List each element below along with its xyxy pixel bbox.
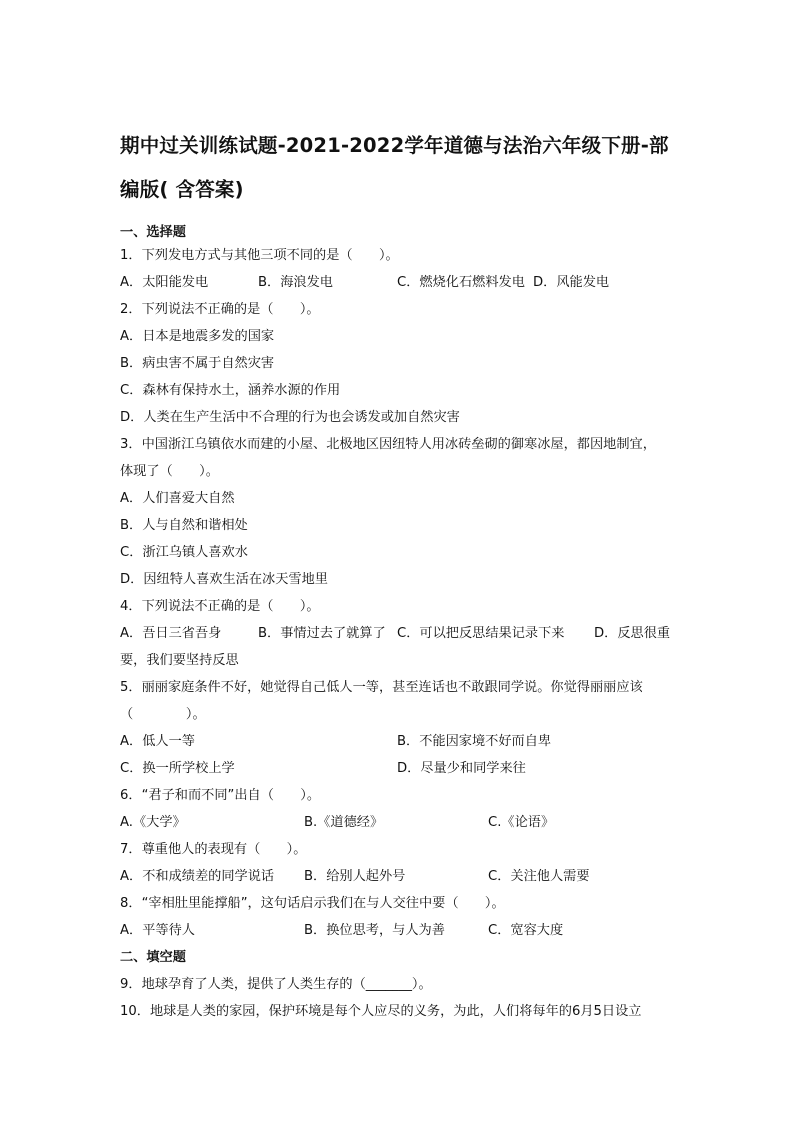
document-title: 期中过关训练试题-2021-2022学年道德与法治六年级下册-部编版( 含答案) [120, 134, 669, 201]
q1-option-a: A．太阳能发电 [120, 275, 209, 290]
q3-option-b: B．人与自然和谐相处 [120, 518, 248, 533]
q5-option-d: D．尽量少和同学来往 [397, 761, 526, 776]
q3-option-c: C．浙江乌镇人喜欢水 [120, 545, 248, 560]
q2-option-d: D．人类在生产生活中不合理的行为也会诱发或加自然灾害 [120, 410, 460, 425]
question-10-stem: 10．地球是人类的家园，保护环境是每个人应尽的义务，为此，人们将每年的6月5日设立 [120, 1004, 642, 1019]
question-5-stem: 5．丽丽家庭条件不好，她觉得自己低人一等，甚至连话也不敢跟同学说。你觉得丽丽应该 [120, 680, 643, 695]
question-2-stem: 2．下列说法不正确的是（ ）。 [120, 302, 320, 317]
question-4-stem: 4．下列说法不正确的是（ ）。 [120, 599, 320, 614]
question-3-stem-cont: 体现了（ ）。 [120, 464, 219, 479]
q4-option-d-cont: 要，我们要坚持反思 [120, 653, 239, 668]
question-6-stem: 6．“君子和而不同”出自（ ）。 [120, 788, 321, 803]
question-1-stem: 1．下列发电方式与其他三项不同的是（ ）。 [120, 248, 399, 263]
q7-option-c: C．关注他人需要 [488, 869, 590, 884]
q7-option-a: A．不和成绩差的同学说话 [120, 869, 275, 884]
question-8-stem: 8．“宰相肚里能撑船”，这句话启示我们在与人交往中要（ ）。 [120, 896, 505, 911]
q3-option-d: D．因纽特人喜欢生活在冰天雪地里 [120, 572, 328, 587]
q2-option-b: B．病虫害不属于自然灾害 [120, 356, 275, 371]
q6-option-b: B.《道德经》 [304, 815, 384, 830]
q4-option-c: C．可以把反思结果记录下来 [397, 626, 565, 641]
q4-option-a: A．吾日三省吾身 [120, 626, 222, 641]
q3-option-a: A．人们喜爱大自然 [120, 491, 235, 506]
question-7-stem: 7．尊重他人的表现有（ ）。 [120, 842, 307, 857]
q6-option-a: A.《大学》 [120, 815, 186, 830]
q1-option-d: D．风能发电 [533, 275, 610, 290]
question-9-stem: 9．地球孕育了人类，提供了人类生存的（_______）。 [120, 977, 432, 992]
q2-option-a: A．日本是地震多发的国家 [120, 329, 275, 344]
q1-option-b: B．海浪发电 [258, 275, 333, 290]
q5-option-c: C．换一所学校上学 [120, 761, 235, 776]
q6-option-c: C.《论语》 [488, 815, 555, 830]
q7-option-b: B．给别人起外号 [304, 869, 406, 884]
q5-option-b: B．不能因家境不好而自卑 [397, 734, 552, 749]
section-heading-fill-blank: 二、填空题 [120, 950, 186, 965]
q2-option-c: C．森林有保持水土，涵养水源的作用 [120, 383, 341, 398]
section-heading-choice: 一、选择题 [120, 225, 186, 240]
q4-option-b: B．事情过去了就算了 [258, 626, 386, 641]
question-5-stem-cont: （ ）。 [120, 707, 206, 722]
q8-option-b: B．换位思考，与人为善 [304, 923, 445, 938]
q1-option-c: C．燃烧化石燃料发电 [397, 275, 525, 290]
q4-option-d: D．反思很重 [594, 626, 671, 641]
q5-option-a: A．低人一等 [120, 734, 195, 749]
q8-option-c: C．宽容大度 [488, 923, 564, 938]
question-3-stem: 3．中国浙江乌镇依水而建的小屋、北极地区因纽特人用冰砖垒砌的御寒冰屋，都因地制宜， [120, 437, 656, 452]
q8-option-a: A．平等待人 [120, 923, 195, 938]
